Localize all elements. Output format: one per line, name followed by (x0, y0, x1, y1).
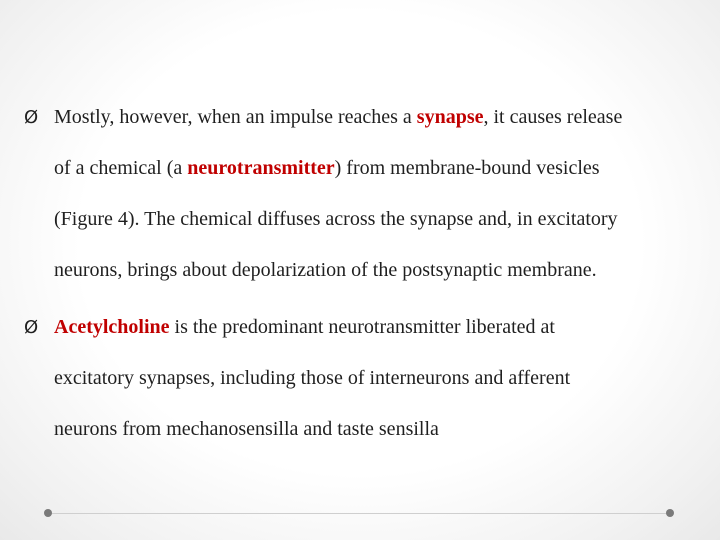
bullet-arrow-icon: Ø (24, 107, 39, 128)
bullet-text (54, 302, 694, 455)
footer-dot-right-icon (666, 509, 674, 517)
bullet-arrow-icon: Ø (24, 317, 39, 338)
text-run: is the predominant neurotransmitter liberated at (169, 316, 555, 338)
text-line (54, 404, 694, 455)
text-line (54, 194, 694, 245)
bullet-item (24, 302, 694, 455)
bullet-text (54, 92, 694, 296)
text-run: ) from membrane-bound vesicles (334, 157, 600, 179)
highlighted-term: Acetylcholine (54, 316, 170, 338)
text-line (54, 92, 694, 143)
text-line (54, 353, 694, 404)
text-run: Mostly, however, when an impulse reaches a (54, 106, 417, 128)
text-run: neurons, brings about depolarization of the postsynaptic membrane. (54, 259, 597, 281)
text-run: neurons from mechanosensilla and taste sensilla (54, 418, 439, 440)
text-run: (Figure 4). The chemical diffuses across the synapse and, in excitatory (54, 208, 618, 230)
footer-dot-left-icon (44, 509, 52, 517)
text-run: of a chemical (a (54, 157, 188, 179)
text-line (54, 143, 694, 194)
text-line (54, 245, 694, 296)
footer-divider (48, 513, 672, 514)
text-run: , it causes release (483, 106, 623, 128)
text-run: excitatory synapses, including those of interneurons and afferent (54, 367, 571, 389)
highlighted-term: neurotransmitter (187, 157, 335, 179)
bullet-item (24, 92, 694, 296)
text-line (54, 302, 694, 353)
highlighted-term: synapse (416, 106, 484, 128)
